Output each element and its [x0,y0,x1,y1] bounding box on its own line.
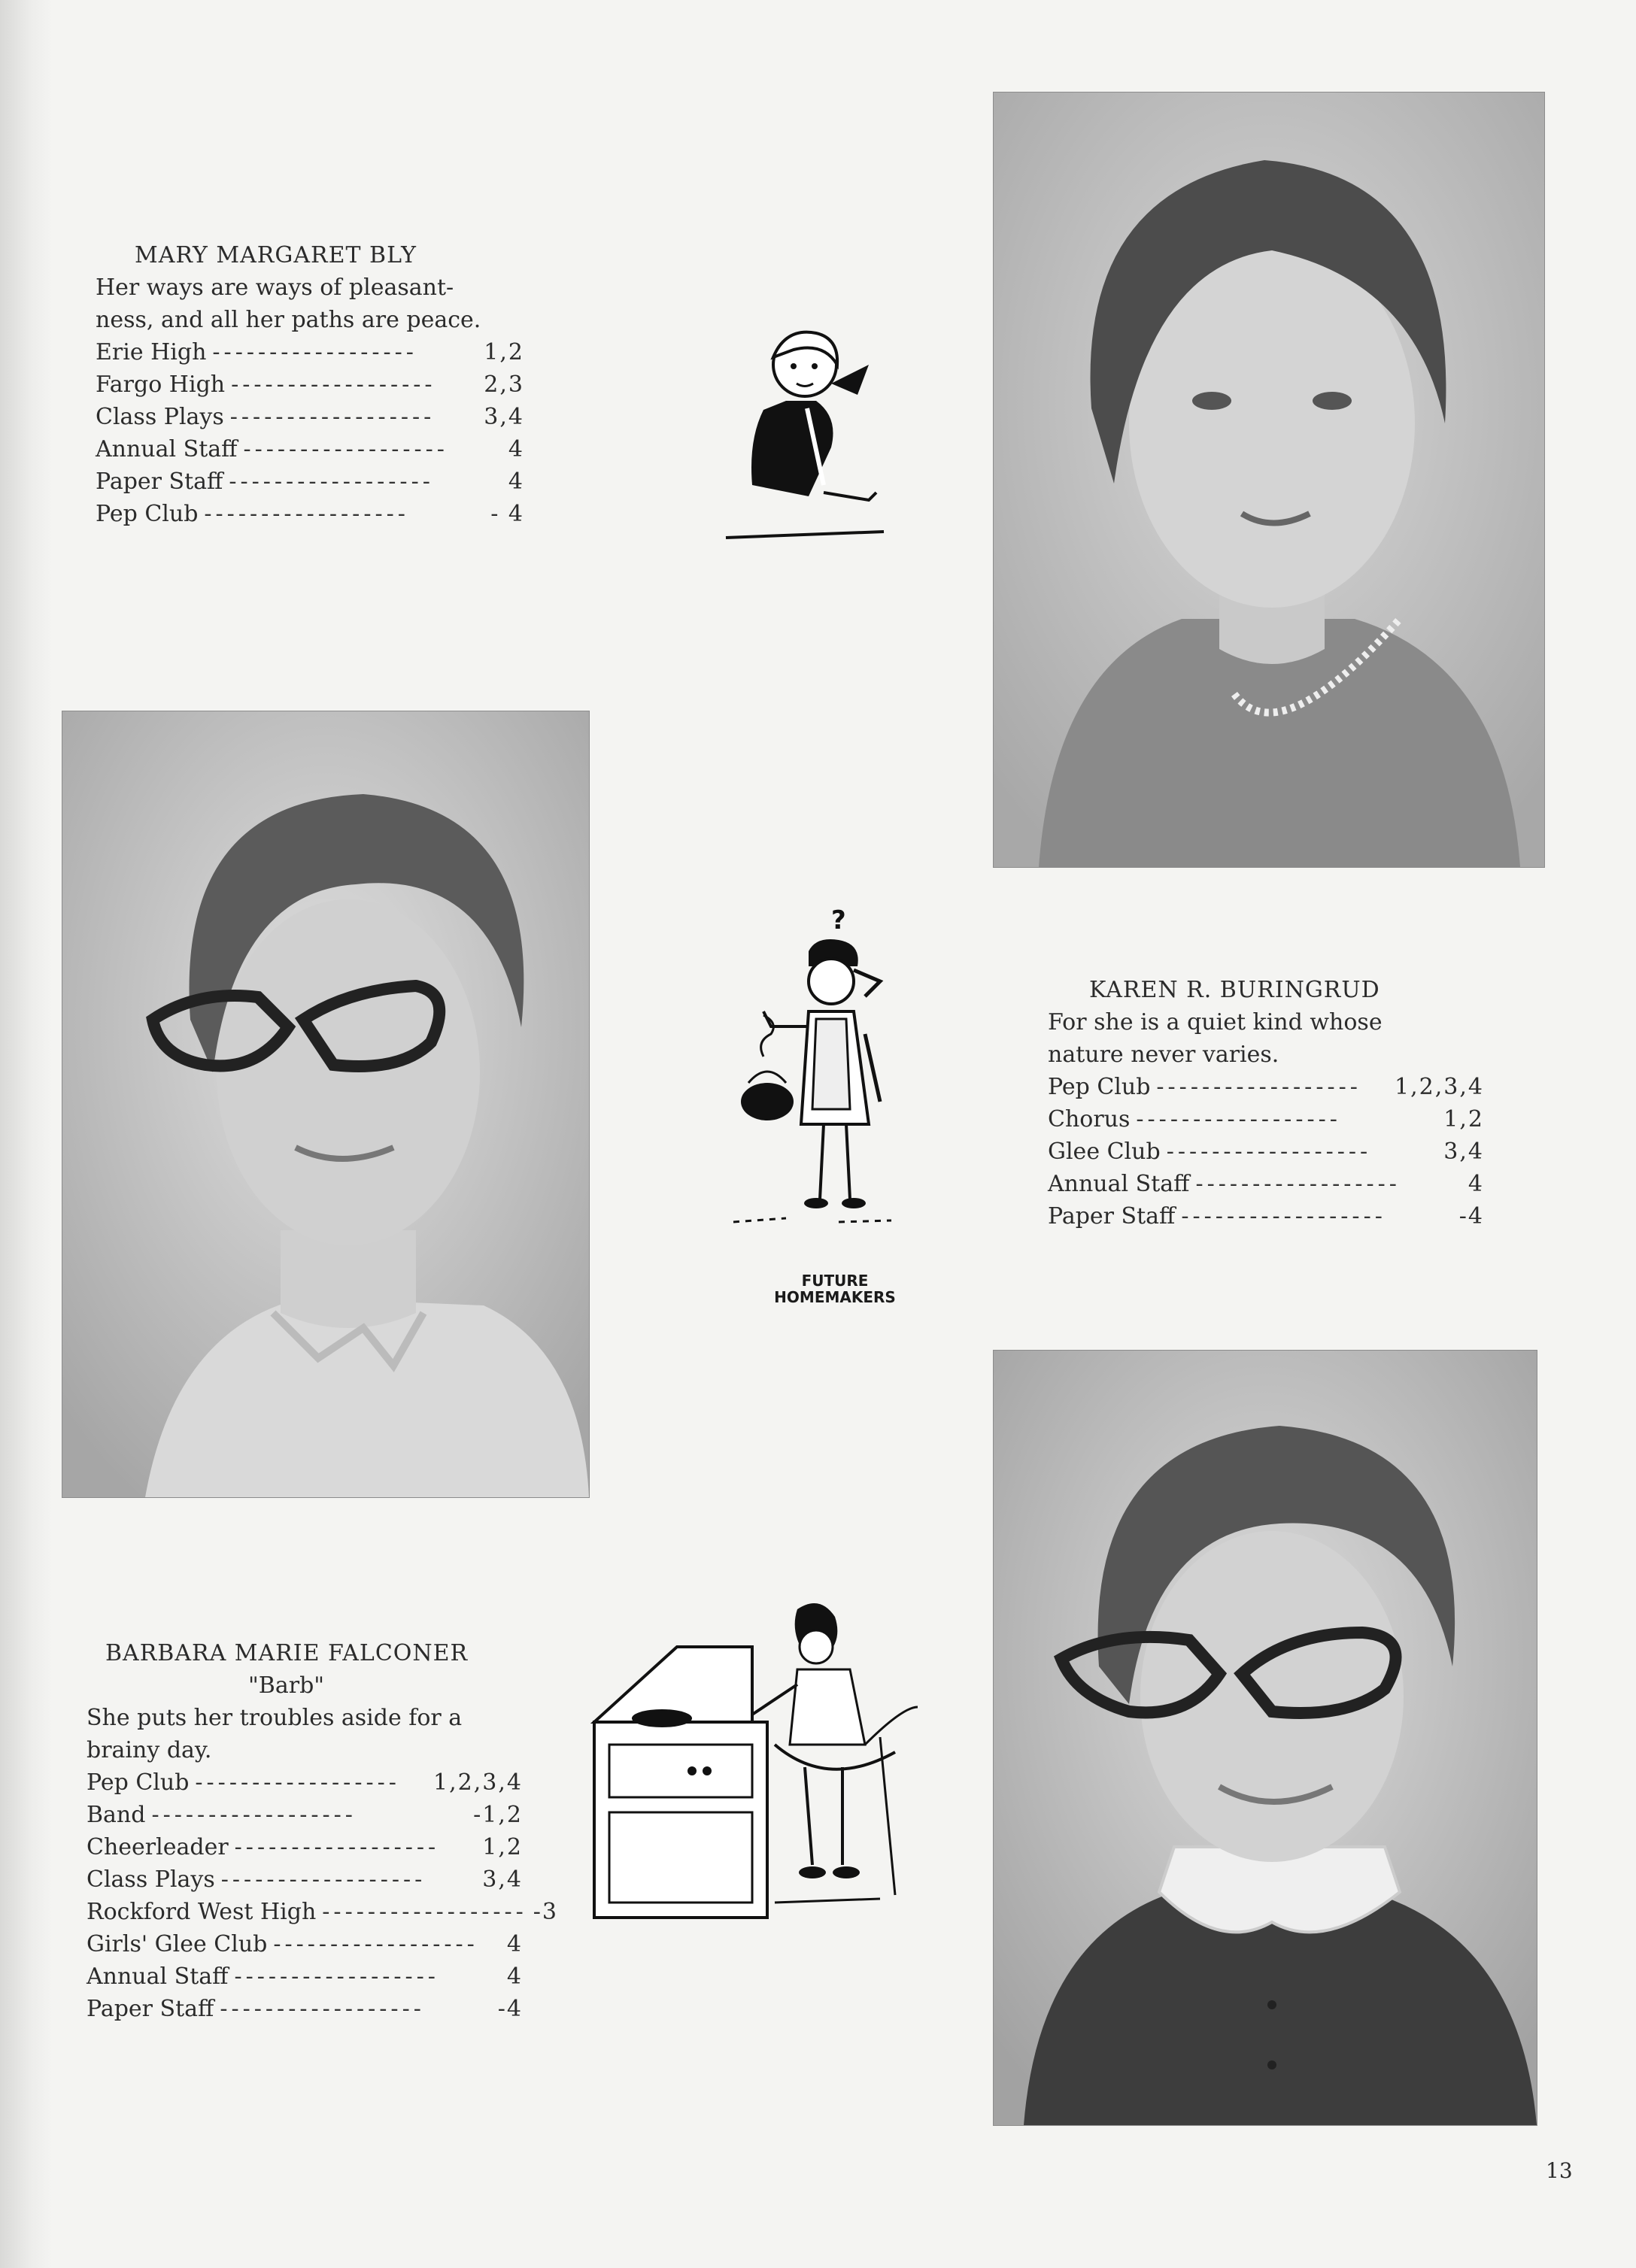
portrait-photo-mary-margaret-bly [993,92,1545,868]
quote-line: brainy day. [87,1737,212,1763]
activity-row: Annual Staff ------------------ 4 [96,436,524,462]
activity-row: Erie High ------------------ 1,2 [96,339,524,365]
quote-line: nature never varies. [1048,1042,1279,1068]
portrait-photo-barbara-marie-falconer [993,1350,1537,2126]
activity-row: Pep Club ------------------ 1,2,3,4 [87,1769,523,1796]
girl-with-record-player-cartoon [579,1594,918,1933]
activity-row: Paper Staff ------------------ 4 [96,468,524,495]
quote-line: Her ways are ways of pleasant- [96,274,454,301]
activity-row: Rockford West High ------------------ -3 [87,1899,558,1925]
activity-row: Annual Staff ------------------ 4 [1048,1171,1484,1197]
future-homemakers-caption: FUTURE HOMEMAKERS [774,1272,896,1306]
activity-row: Pep Club ------------------ - 4 [96,501,524,527]
activity-row: Cheerleader ------------------ 1,2 [87,1834,523,1860]
quote-line: For she is a quiet kind whose [1048,1009,1383,1035]
girl-daydreaming-cartoon [718,312,891,553]
activity-row: Fargo High ------------------ 2,3 [96,371,524,398]
activity-row: Class Plays ------------------ 3,4 [87,1866,523,1893]
student-name: MARY MARGARET BLY [135,242,417,268]
activity-row: Paper Staff ------------------ -4 [1048,1203,1484,1230]
bio-barbara-marie-falconer [87,1637,558,2025]
future-homemakers-cartoon [718,899,906,1260]
quote-line: She puts her troubles aside for a [87,1705,463,1731]
student-name: KAREN R. BURINGRUD [1089,977,1380,1003]
activity-row: Annual Staff ------------------ 4 [87,1963,523,1990]
portrait-photo-karen-r-buringrud [62,711,590,1498]
activity-row: Class Plays ------------------ 3,4 [96,404,524,430]
thought-question-icon: ? [831,905,846,935]
activity-row: Paper Staff ------------------ -4 [87,1996,523,2022]
activity-row: Band ------------------ -1,2 [87,1802,523,1828]
bio-karen-r-buringrud [1048,974,1484,1233]
activity-row: Chorus ------------------ 1,2 [1048,1106,1484,1132]
activity-row: Girls' Glee Club ------------------ 4 [87,1931,523,1957]
student-name: BARBARA MARIE FALCONER [105,1640,469,1666]
student-nickname: "Barb" [248,1672,325,1699]
activity-row: Pep Club ------------------ 1,2,3,4 [1048,1074,1484,1100]
quote-line: ness, and all her paths are peace. [96,307,481,333]
page-binding-shadow [0,0,53,2268]
activity-row: Glee Club ------------------ 3,4 [1048,1139,1484,1165]
page-number: 13 [1546,2158,1573,2183]
bio-mary-margaret-bly [96,239,524,530]
